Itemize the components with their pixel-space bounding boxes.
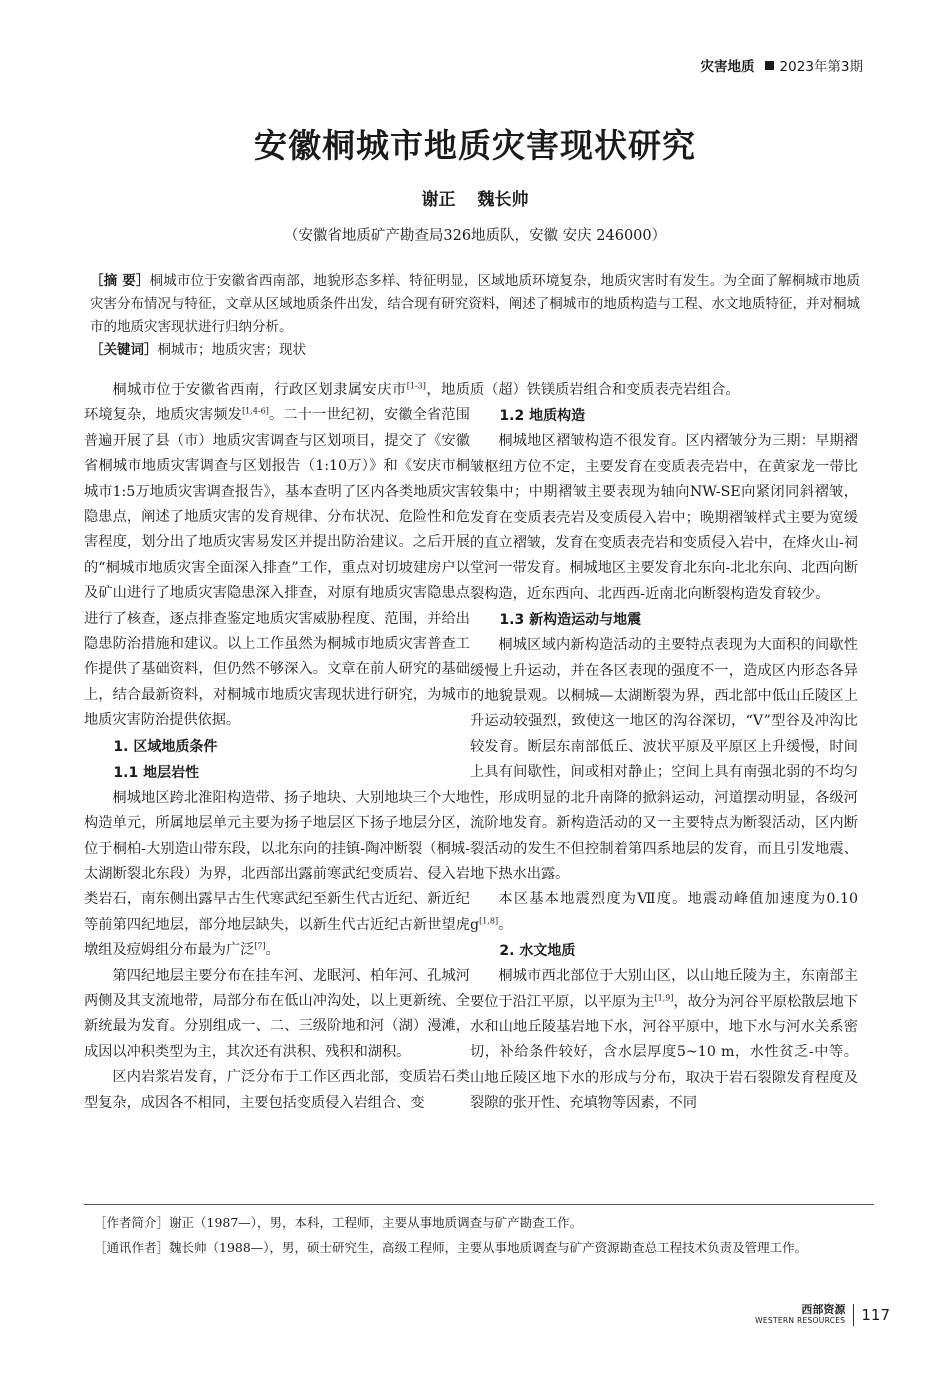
keywords-text: 桐城市；地质灾害；现状 [157, 342, 306, 358]
left-column [84, 378, 470, 1116]
body-paragraph: 桐城区域内新构造活动的主要特点表现为大面积的间歇性缓慢上升运动，并在各区表现的强度不一，造成区内形态各异的地貌景观。以桐城—太湖断裂为界，西北部中低山丘陵区上升运动较强烈，致使这一地区的沟谷深切，“V”型谷及冲沟比较发育。断层东南部低丘、波状平原及平原区上升缓慢，时间上具有间歇性，间或相对静止；空间上具有南强北弱的不均匀性，形成明显的北升南降的掀斜运动，河道摆动明显，各级河流阶地发育。新构造活动的又一主要特点为断裂活动，区内断裂活动的发生不但控制着第四系地层的发育，而且引发地震、地下热水出露。 [470, 637, 858, 882]
journal-section: 灾害地质 [700, 59, 755, 75]
intro-paragraph [84, 378, 470, 734]
author-list: 谢正 魏长帅 [421, 190, 529, 210]
right-column [470, 378, 858, 1117]
page-footer [755, 1303, 890, 1326]
brand-en: WESTERN RESOURCES [755, 1316, 846, 1325]
text-run: 桐城地区跨北淮阳构造带、扬子地块、大别地块三个大地构造单元，所属地层单元主要为扬子地层区下扬子地层分区，位于桐柏-大别造山带东段，以北东向的挂镇-陶冲断裂（桐城-太湖断裂北东段）为界，北西部出露前寒武纪变质岩、侵入岩类岩石，南东侧出露早古生代寒武纪至新生代古近纪、新近纪等前第四纪地层，部分地层缺失，以新生代古近纪古新世望虎墩组及痘姆组分布最为广泛 [84, 789, 470, 959]
section-heading-2: 2. 水文地质 [499, 943, 576, 960]
text-run: 。 [265, 942, 280, 959]
brand-cn: 西部资源 [801, 1303, 846, 1316]
paper-title: 安徽桐城市地质灾害现状研究 [254, 126, 696, 165]
abstract-block [90, 270, 860, 362]
text-run: 桐城市西北部位于大别山区，以山地丘陵为主，东南部主要位于沿江平原，以平原为主 [470, 968, 858, 1010]
body-paragraph: 桐城地区褶皱构造不很发育。区内褶皱分为三期：早期褶皱枢纽方位不定，主要发育在变质表壳岩中，在黄家龙一带比较集中；中期褶皱主要表现为轴向NW-SE向紧闭同斜褶皱，发育在变质表壳岩及变质侵入岩中；晚期褶皱样式主要为宽缓的直立褶皱，发育在变质表壳岩和变质侵入岩中，在烽火山-祠堂河一带发育。桐城地区主要发育北东向-北北东向、北西向断裂构造，近东西向、北西西-近南北向断裂构造发育较少。 [470, 433, 858, 602]
corresponding-author-footnote: ［通讯作者］魏长帅（1988—），男，硕士研究生，高级工程师，主要从事地质调查与矿产资源勘查总工程技术负责及管理工作。 [94, 1240, 808, 1255]
affiliation: （安徽省地质矿产勘查局326地质队，安徽 安庆 246000） [283, 228, 667, 244]
section-heading-1: 1. 区域地质条件 [113, 738, 218, 755]
abstract-label: ［摘 要］ [90, 273, 150, 289]
issue-label: 2023年第3期 [779, 59, 863, 75]
subsection-heading-1-1: 1.1 地层岩性 [113, 764, 200, 781]
body-paragraph [470, 964, 858, 1116]
citation: [1,9] [654, 992, 674, 1002]
square-bullet-icon [765, 61, 774, 70]
text-run: ，故分为河谷平原松散层地下水和山地丘陵基岩地下水，河谷平原中，地下水与河水关系密切，补给条件较好，含水层厚度5~10 m，水性贫乏-中等。山地丘陵区地下水的形成与分布，取决于岩石裂隙发育程度及裂隙的张开性、充填物等因素，不同 [470, 993, 858, 1112]
citation: [7] [254, 941, 266, 951]
author-footnote: ［作者简介］谢正（1987—），男，本科，工程师，主要从事地质调查与矿产勘查工作。 [94, 1215, 583, 1230]
citation: [1,4-6] [242, 406, 269, 416]
text-run: ，地质环境复杂，地质灾害频发 [84, 382, 470, 424]
body-paragraph [470, 887, 858, 938]
subsection-heading-1-2: 1.2 地质构造 [499, 408, 586, 425]
abstract-text: 桐城市位于安徽省西南部，地貌形态多样、特征明显，区域地质环境复杂，地质灾害时有发生。为全面了解桐城市地质灾害分布情况与特征，文章从区域地质条件出发，结合现有研究资料，阐述了桐城市的地质构造与工程、水文地质特征，并对桐城市的地质灾害现状进行归纳分析。 [90, 273, 860, 335]
citation: [1,8] [479, 915, 499, 925]
keywords-paragraph [90, 339, 860, 362]
body-paragraph [84, 786, 470, 964]
text-run: 。二十一世纪初，安徽全省范围普遍开展了县（市）地质灾害调查与区划项目，提交了《安徽省桐城市地质灾害调查与区划报告（1:10万）》和《安庆市桐城市1:5万地质灾害调查报告》，基本查明了区内各类地质灾害隐患点，阐述了地质灾害的发育规律、分布状况、危险性和危害程度，划分出了地质灾害易发区并提出防治建议。之后开展的“桐城市地质灾害全面深入排查”工作，重点对切坡建房户以及矿山进行了地质灾害隐患深入排查，对原有地质灾害隐患点进行了核查，逐点排查鉴定地质灾害威胁程度、范围，并给出隐患防治措施和建议。以上工作虽然为桐城市地质灾害普查工作提供了基础资料，但仍然不够深入。文章在前人研究的基础上，结合最新资料，对桐城市地质灾害现状进行研究，为城市地质灾害防治提供依据。 [84, 407, 470, 729]
body-paragraph: 区内岩浆岩发育，广泛分布于工作区西北部，变质岩石类型复杂，成因各不相同，主要包括变质侵入岩组合、变 [84, 1069, 470, 1111]
page-number: 117 [861, 1305, 890, 1324]
text-run: 。 [498, 916, 513, 933]
keywords-label: ［关键词］ [90, 342, 158, 358]
subsection-heading-1-3: 1.3 新构造运动与地震 [499, 612, 642, 629]
citation: [1-3] [406, 381, 426, 391]
text-run: 桐城市位于安徽省西南，行政区划隶属安庆市 [112, 382, 407, 398]
abstract-paragraph [90, 270, 860, 339]
journal-brand [755, 1303, 845, 1326]
divider [853, 1304, 854, 1326]
body-paragraph: 第四纪地层主要分布在挂车河、龙眠河、柏年河、孔城河两侧及其支流地带，局部分布在低山冲沟处，以上更新统、全新统最为发育。分别组成一、二、三级阶地和河（湖）漫滩，成因以冲积类型为主，其次还有洪积、残积和湖积。 [84, 967, 470, 1060]
continued-paragraph: 质（超）铁镁质岩组合和变质表壳岩组合。 [470, 382, 740, 398]
running-header [701, 55, 863, 75]
text-run: 本区基本地震烈度为Ⅶ度。地震动峰值加速度为0.10 g [470, 891, 858, 933]
footnotes [84, 1204, 874, 1260]
